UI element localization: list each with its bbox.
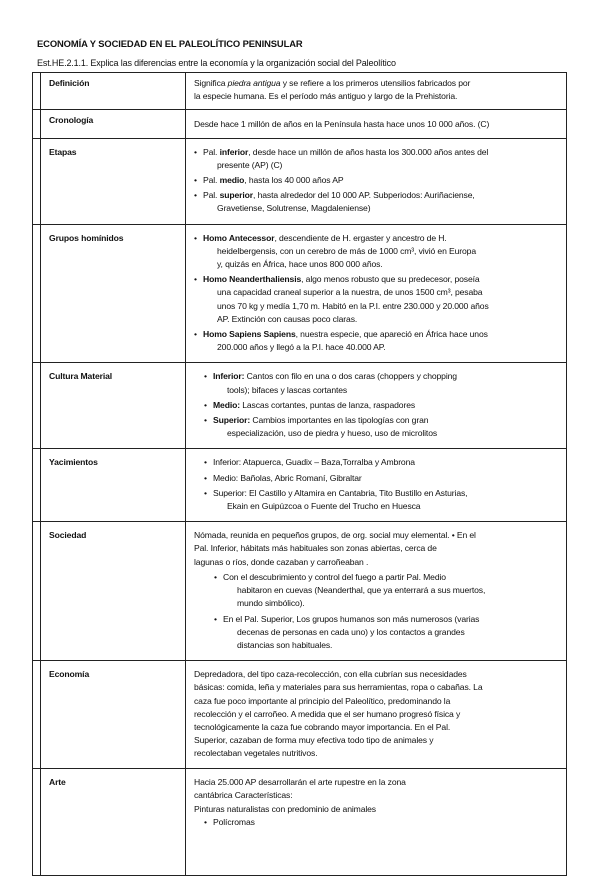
row-margin-cell: [33, 73, 41, 110]
homo-antecessor: • Homo Antecessor, descendiente de H. ergaster y ancestro de H. heidelbergensis, con un cerebro de más de 1000 cm³, vivió en Europa y, quizás en África, hace unos 800 000 años.: [194, 232, 560, 272]
etapa-inferior: • Pal. inferior, desde hace un millón de años hasta los 300.000 años antes del presente (AP) (C): [194, 146, 560, 172]
sociedad-superior: • En el Pal. Superior, Los grupos humanos son más numerosos (varias decenas de personas en cada uno) y los contactos a grandes distancias son habituales.: [214, 613, 560, 653]
cultura-superior: • Superior: Cambios importantes en las tipologías con gran especialización, uso de piedra y hueso, uso de microlitos: [204, 414, 560, 440]
label-cronologia: Cronología: [41, 110, 186, 138]
content-cronologia: Desde hace 1 millón de años en la Península hasta hace unos 10 000 años. (C): [186, 110, 567, 138]
label-arte: Arte: [41, 769, 186, 876]
homo-neanderthaliensis: • Homo Neanderthaliensis, algo menos robusto que su predecesor, poseía una capacidad craneal superior a la nuestra, de unos 1500 cm³, pesaba unos 70 kg y medía 1,70 m. Habitó en la P.I. entre 230.000 y 20.000 años AP. Extinción con causas poco claras.: [194, 273, 560, 326]
label-definicion: Definición: [41, 73, 186, 110]
row-margin-cell: [33, 224, 41, 363]
etapa-medio: • Pal. medio, hasta los 40 000 años AP: [194, 174, 560, 187]
yacimientos-list: [194, 456, 560, 513]
row-yacimientos: [33, 449, 567, 522]
row-margin-cell: [33, 110, 41, 138]
arte-list: [194, 816, 560, 829]
yacimiento-medio: • Medio: Bañolas, Abric Romaní, Gibraltar: [204, 472, 560, 485]
cultura-inferior: • Inferior: Cantos con filo en una o dos caras (choppers y chopping tools); bifaces y lascas cortantes: [204, 370, 560, 396]
economia-line-5: tecnológicamente la caza fue cobrando mayor importancia. En el Pal.: [194, 721, 451, 732]
arte-policromas: • Polícromas: [204, 816, 560, 829]
row-margin-cell: [33, 769, 41, 876]
content-yacimientos: [186, 449, 567, 522]
yacimiento-inferior: • Inferior: Atapuerca, Guadix – Baza,Torralba y Ambrona: [204, 456, 560, 469]
row-arte: [33, 769, 567, 876]
row-sociedad: [33, 522, 567, 661]
row-margin-cell: [33, 522, 41, 661]
label-etapas: Etapas: [41, 138, 186, 224]
term-piedra-antigua: piedra antigua: [227, 78, 281, 88]
label-yacimientos: Yacimientos: [41, 449, 186, 522]
cultura-list: [194, 370, 560, 440]
label-cultura-material: Cultura Material: [41, 363, 186, 449]
sociedad-fuego: • Con el descubrimiento y control del fuego a partir Pal. Medio habitaron en cuevas (Neanderthal, que ya enterrará a sus muertos, mundo simbólico).: [214, 571, 560, 611]
cultura-medio: • Medio: Lascas cortantes, puntas de lanza, raspadores: [204, 399, 560, 412]
definicion-line-2: la especie humana. Es el período más antiguo y largo de la Prehistoria.: [194, 91, 458, 102]
row-etapas: [33, 138, 567, 224]
arte-line-1: Hacia 25.000 AP desarrollarán el arte rupestre en la zona: [194, 777, 406, 788]
economia-line-7: recolectaban vegetales nutritivos.: [194, 748, 318, 759]
content-cultura-material: [186, 363, 567, 449]
document-title: ECONOMÍA Y SOCIEDAD EN EL PALEOLÍTICO PENINSULAR: [37, 38, 303, 49]
economia-line-1: Depredadora, del tipo caza-recolección, con ella cubrían sus necesidades: [194, 669, 467, 680]
definicion-line-1: Significa piedra antigua y se refiere a los primeros utensilios fabricados por: [194, 78, 471, 88]
row-margin-cell: [33, 661, 41, 769]
label-grupos-hominidos: Grupos homínidos: [41, 224, 186, 363]
economia-line-6: Superior, cazaban de forma muy efectiva todo tipo de animales y: [194, 735, 434, 746]
sociedad-line-1: Nómada, reunida en pequeños grupos, de org. social muy elemental. • En el: [194, 530, 476, 541]
row-margin-cell: [33, 138, 41, 224]
sociedad-line-3: lagunas o ríos, donde cazaban y carroñeaban .: [194, 556, 369, 567]
content-sociedad: [186, 522, 567, 661]
label-sociedad: Sociedad: [41, 522, 186, 661]
arte-line-2: cantábrica Características:: [194, 790, 293, 801]
economia-line-3: caza fue poco importante al principio del Paleolítico, predominando la: [194, 695, 451, 706]
row-margin-cell: [33, 363, 41, 449]
economia-line-2: básicas: comida, leña y materiales para sus herramientas, ropa o cabañas. La: [194, 682, 483, 693]
yacimiento-superior: • Superior: El Castillo y Altamira en Cantabria, Tito Bustillo en Asturias, Ekain en Guipúzcoa o Fuente del Trucho en Huesca: [204, 487, 560, 513]
row-definicion: [33, 73, 567, 110]
row-economia: [33, 661, 567, 769]
label-economia: Economía: [41, 661, 186, 769]
content-etapas: [186, 138, 567, 224]
content-economia: [186, 661, 567, 769]
sociedad-list: [194, 571, 560, 652]
content-arte: [186, 769, 567, 876]
row-cultura-material: [33, 363, 567, 449]
grupos-list: [194, 232, 560, 355]
content-definicion: [186, 73, 567, 110]
etapas-list: [194, 146, 560, 216]
row-margin-cell: [33, 449, 41, 522]
row-cronologia: [33, 110, 567, 138]
standard-subtitle: Est.HE.2.1.1. Explica las diferencias entre la economía y la organización social del Paleolítico: [37, 58, 396, 68]
summary-table: [32, 72, 567, 876]
etapa-superior: • Pal. superior, hasta alrededor del 10 000 AP. Subperiodos: Auriñaciense, Gravetiense, Solutrense, Magdaleniense): [194, 189, 560, 215]
content-grupos-hominidos: [186, 224, 567, 363]
sociedad-line-2: Pal. Inferior, hábitats más habituales son zonas abiertas, cerca de: [194, 543, 437, 554]
row-grupos-hominidos: [33, 224, 567, 363]
homo-sapiens-sapiens: • Homo Sapiens Sapiens, nuestra especie, que apareció en África hace unos 200.000 años y llegó a la P.I. hace 40.000 AP.: [194, 328, 560, 354]
arte-line-3: Pinturas naturalistas con predominio de animales: [194, 803, 376, 814]
economia-line-4: recolección y el carroñeo. A medida que el ser humano progresó física y: [194, 708, 461, 719]
